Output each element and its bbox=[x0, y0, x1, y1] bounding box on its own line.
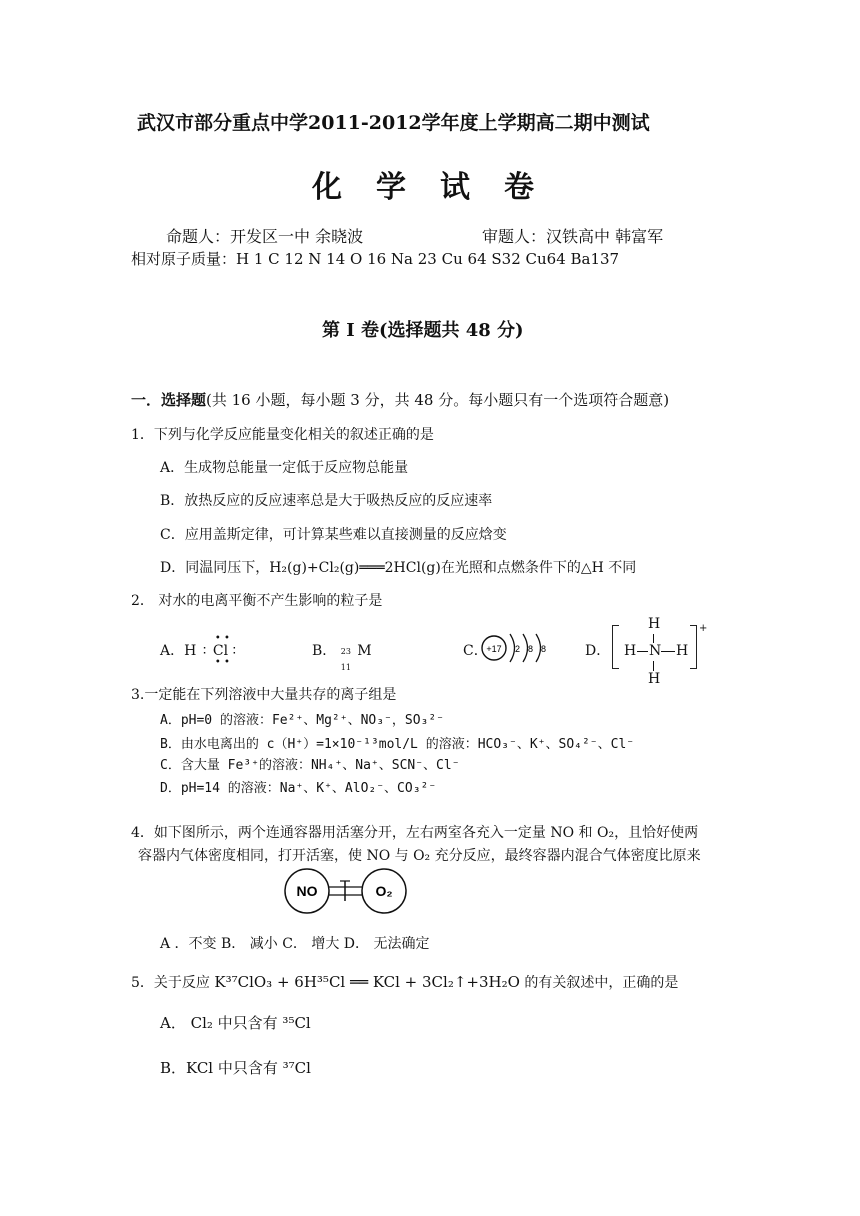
ammonium-h-left: H bbox=[624, 643, 637, 659]
q2-b-mass: 23 bbox=[340, 647, 351, 656]
exam-title: 武汉市部分重点中学2011-2012学年度上学期高二期中测试 bbox=[137, 112, 650, 134]
proposer: 命题人：开发区一中 余晓波 bbox=[166, 227, 364, 246]
atomic-mass: 相对原子质量：H 1 C 12 N 14 O 16 Na 23 Cu 64 S32 Cu64 Ba137 bbox=[131, 250, 620, 268]
q5-stem-suffix: 的有关叙述中，正确的是 bbox=[524, 975, 679, 991]
q5-option-a: A． Cl₂ 中只含有 ³⁵Cl bbox=[160, 1014, 311, 1032]
ammonium-charge: + bbox=[699, 623, 708, 634]
left-chamber-label: NO bbox=[296, 883, 318, 899]
q1-stem: 1．下列与化学反应能量变化相关的叙述正确的是 bbox=[131, 427, 434, 443]
ammonium-h-bottom: H bbox=[648, 671, 661, 687]
q2-b-number: 11 bbox=[340, 663, 351, 672]
q5-option-b: B．KCl 中只含有 ³⁷Cl bbox=[160, 1059, 311, 1077]
left-bracket bbox=[612, 625, 619, 669]
right-chamber-label: O₂ bbox=[375, 883, 393, 899]
q2-option-a: A．H ∶ Cl • • • • ∶ bbox=[160, 633, 237, 668]
q3-stem: 3.一定能在下列溶液中大量共存的离子组是 bbox=[131, 687, 397, 703]
shell-2-electrons: 8 bbox=[528, 644, 534, 654]
connected-containers-diagram bbox=[283, 866, 409, 916]
q5-equation: K³⁷ClO₃ + 6H³⁵Cl ══ KCl + 3Cl₂↑+3H₂O bbox=[214, 973, 520, 991]
atom-structure-diagram bbox=[479, 628, 549, 668]
section-header bbox=[131, 389, 669, 410]
section-label: 一．选择题 bbox=[131, 391, 207, 409]
bond-bottom bbox=[653, 661, 654, 671]
q4-line2: 容器内气体密度相同，打开活塞，使 NO 与 O₂ 充分反应，最终容器内混合气体密度比原来 bbox=[138, 848, 701, 864]
q2-c-label: C． bbox=[463, 643, 488, 659]
bond-right bbox=[661, 651, 675, 652]
bond-left bbox=[637, 651, 648, 652]
q2-b-label: B． bbox=[312, 643, 337, 659]
q3-option-a: A．pH=0 的溶液：Fe²⁺、Mg²⁺、NO₃⁻，SO₃²⁻ bbox=[160, 713, 445, 728]
q1-option-b: B．放热反应的反应速率总是大于吸热反应的反应速率 bbox=[160, 493, 493, 509]
q5-stem-prefix: 5．关于反应 bbox=[131, 975, 210, 991]
subject-title: 化学试卷 bbox=[312, 170, 568, 205]
section-desc: (共 16 小题，每小题 3 分，共 48 分。每小题只有一个选项符合题意) bbox=[206, 391, 670, 409]
q1-option-a: A．生成物总能量一定低于反应物总能量 bbox=[160, 460, 409, 476]
shell-1-electrons: 2 bbox=[515, 644, 521, 654]
q2-a-label: A．H bbox=[160, 643, 197, 659]
q3-option-d: D．pH=14 的溶液：Na⁺、K⁺、AlO₂⁻、CO₃²⁻ bbox=[160, 781, 437, 796]
ammonium-h-top: H bbox=[648, 616, 661, 632]
bond-top bbox=[653, 634, 654, 643]
q2-a-symbol: Cl bbox=[212, 643, 229, 659]
q2-b-symbol: M bbox=[357, 643, 372, 659]
nucleus-charge: +17 bbox=[486, 644, 502, 654]
q2-stem: 2． 对水的电离平衡不产生影响的粒子是 bbox=[131, 593, 383, 609]
q3-option-c: C．含大量 Fe³⁺的溶液：NH₄⁺、Na⁺、SCN⁻、Cl⁻ bbox=[160, 758, 460, 773]
q3-option-b: B．由水电离出的 c（H⁺）=1×10⁻¹³mol/L 的溶液：HCO₃⁻、K⁺、SO₄²⁻、Cl⁻ bbox=[160, 737, 635, 752]
q1-option-c: C．应用盖斯定律，可计算某些难以直接测量的反应焓变 bbox=[160, 527, 507, 543]
right-bracket bbox=[690, 625, 697, 669]
q4-line1: 4．如下图所示，两个连通容器用活塞分开，左右两室各充入一定量 NO 和 O₂，且恰好使两 bbox=[131, 825, 699, 841]
q2-option-b bbox=[312, 640, 372, 672]
ammonium-n: N bbox=[649, 643, 662, 659]
q5-stem bbox=[131, 972, 678, 992]
q4-options: A ．不变 B． 减小 C． 增大 D． 无法确定 bbox=[160, 936, 430, 952]
part1-title: 第 I 卷(选择题共 48 分) bbox=[322, 320, 524, 341]
q1-option-d: D．同温同压下，H₂(g)+Cl₂(g)═══2HCl(g)在光照和点燃条件下的△H 不同 bbox=[160, 560, 637, 576]
shell-3-electrons: 8 bbox=[541, 644, 547, 654]
q2-option-d: D． bbox=[585, 643, 611, 659]
reviewer: 审题人：汉铁高中 韩富军 bbox=[482, 227, 664, 246]
ammonium-h-right: H bbox=[676, 643, 689, 659]
